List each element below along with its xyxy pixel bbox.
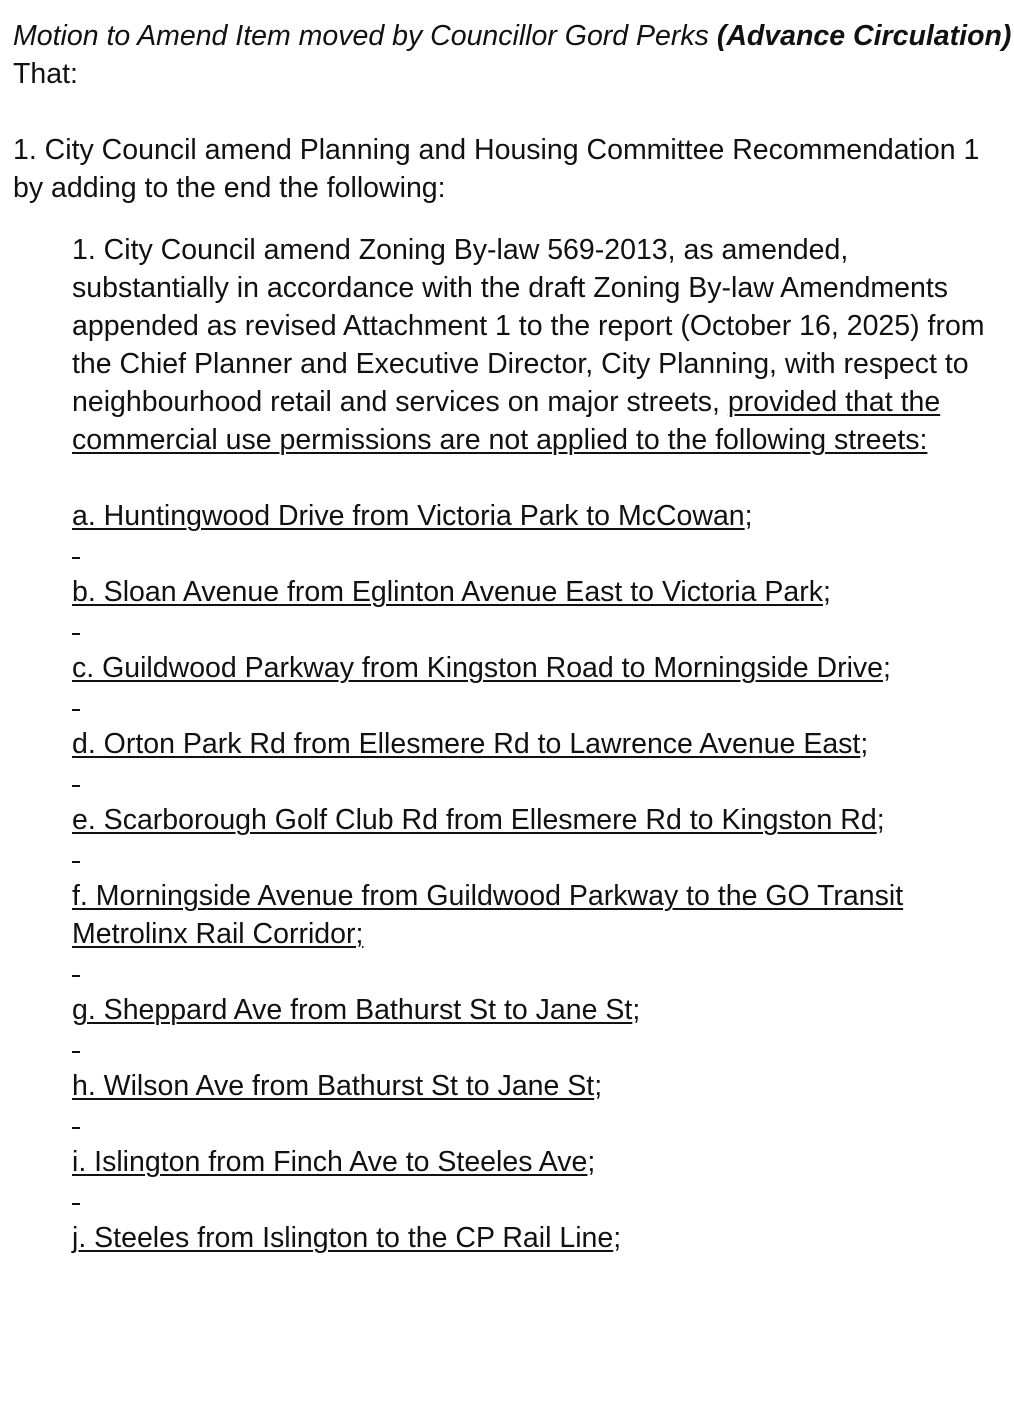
advance-circulation-label: (Advance Circulation) xyxy=(716,20,1012,52)
motion-title: Motion to Amend Item moved by Councillor Gord Perks xyxy=(13,20,709,52)
street-item-text: h. Wilson Ave from Bathurst St to Jane St xyxy=(72,1070,595,1102)
list-spacer xyxy=(72,1029,994,1067)
underline-stub xyxy=(72,763,80,787)
underline-stub xyxy=(72,1029,80,1053)
street-item-suffix: ; xyxy=(744,500,753,532)
motion-heading xyxy=(13,17,1014,55)
street-item xyxy=(72,497,994,535)
underline-stub xyxy=(72,839,80,863)
street-item-suffix: ; xyxy=(876,804,885,836)
list-spacer xyxy=(72,687,994,725)
that-label: That: xyxy=(13,58,78,90)
street-item xyxy=(72,1219,994,1257)
street-item-text: d. Orton Park Rd from Ellesmere Rd to Lawrence Avenue East xyxy=(72,728,861,760)
list-spacer xyxy=(72,953,994,991)
street-item-suffix: ; xyxy=(822,576,831,608)
street-item-text: a. Huntingwood Drive from Victoria Park to McCowan xyxy=(72,500,745,532)
street-item-suffix: ; xyxy=(613,1222,622,1254)
list-spacer xyxy=(72,611,994,649)
list-spacer xyxy=(72,1181,994,1219)
recommendation-text: 1. City Council amend Planning and Housing Committee Recommendation 1 by adding to the end the following: xyxy=(13,134,980,204)
street-item-suffix: ; xyxy=(883,652,891,684)
street-item xyxy=(72,801,994,839)
street-item-text: i. Islington from Finch Ave to Steeles Ave xyxy=(72,1146,588,1178)
underline-stub xyxy=(72,953,80,977)
underline-stub xyxy=(72,1105,80,1129)
street-item-text: c. Guildwood Parkway from Kingston Road to Morningside Drive xyxy=(72,652,884,684)
street-item xyxy=(72,991,994,1029)
list-spacer xyxy=(72,535,994,573)
street-item xyxy=(72,1067,994,1105)
street-item-text: j. Steeles from Islington to the CP Rail Line xyxy=(72,1222,614,1254)
street-item xyxy=(72,725,994,763)
street-item xyxy=(72,649,994,687)
list-spacer xyxy=(72,763,994,801)
street-item-suffix: ; xyxy=(632,994,641,1026)
underline-stub xyxy=(72,535,80,559)
street-item-text: g. Sheppard Ave from Bathurst St to Jane St xyxy=(72,994,633,1026)
list-spacer xyxy=(72,1105,994,1143)
street-item xyxy=(72,877,994,953)
street-item-text: b. Sloan Avenue from Eglinton Avenue East to Victoria Park xyxy=(72,576,823,608)
street-item-suffix: ; xyxy=(860,728,869,760)
street-item xyxy=(72,573,994,611)
amendment-block xyxy=(72,231,994,1257)
street-item xyxy=(72,1143,994,1181)
street-item-text: e. Scarborough Golf Club Rd from Ellesmere Rd to Kingston Rd xyxy=(72,804,877,836)
street-item-suffix: ; xyxy=(594,1070,603,1102)
underline-stub xyxy=(72,687,80,711)
amendment-underlined: provided that the commercial use permissions are not applied to the following streets: xyxy=(72,386,941,456)
underline-stub xyxy=(72,1181,80,1205)
street-list xyxy=(72,497,994,1257)
list-spacer xyxy=(72,839,994,877)
amendment-paragraph xyxy=(72,231,994,459)
underline-stub xyxy=(72,611,80,635)
street-item-suffix: ; xyxy=(587,1146,596,1178)
amendment-body: 1. City Council amend Zoning By-law 569-2013, as amended, substantially in accordance with the draft Zoning By-law Amendments appended as revised Attachment 1 to the report (October 16, 2025) from the Chief Planner and Executive Director, City Planning, with respect to neighbourhood retail and services on major streets, xyxy=(72,234,985,418)
street-item-text: f. Morningside Avenue from Guildwood Parkway to the GO Transit Metrolinx Rail Corridor; xyxy=(72,880,904,950)
